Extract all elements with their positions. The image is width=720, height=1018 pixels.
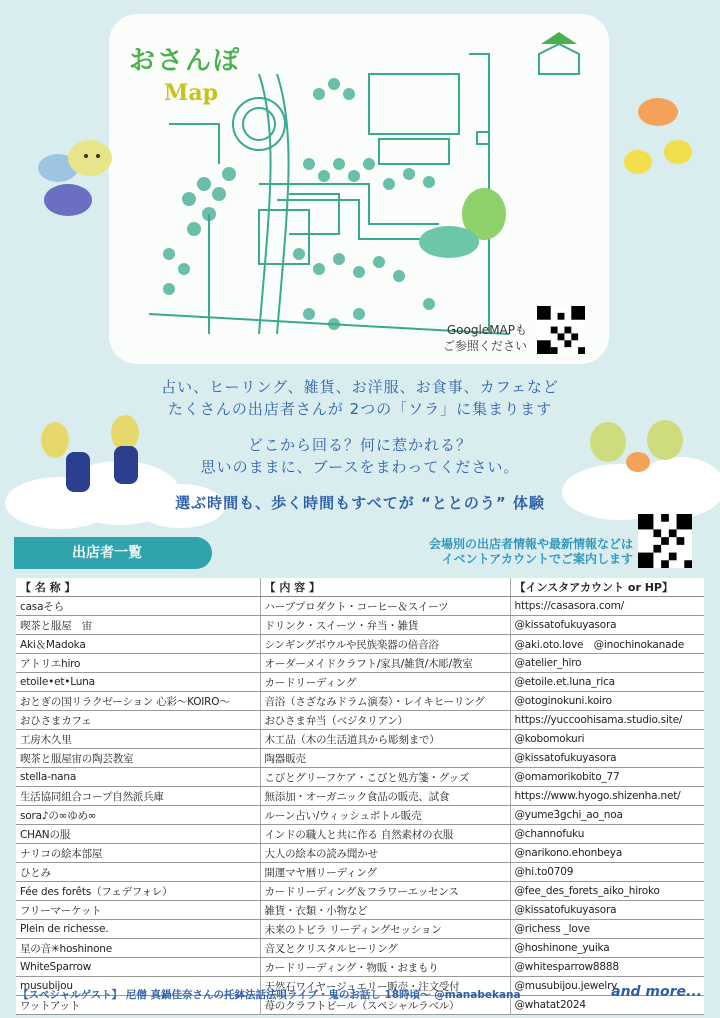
vendor-content-cell: 音叉とクリスタルヒーリング <box>260 939 510 958</box>
vendor-name-cell: CHANの服 <box>16 825 260 844</box>
vendor-name-cell: sora♪の∞ゆめ∞ <box>16 806 260 825</box>
vendor-account-cell[interactable]: @hi.to0709 <box>510 863 704 882</box>
vendor-account-cell[interactable]: https://yuccoohisama.studio.site/ <box>510 711 704 730</box>
table-row <box>16 673 704 692</box>
vendor-account-cell[interactable]: @hoshinone_yuika <box>510 939 704 958</box>
table-row <box>16 882 704 901</box>
event-account-qr-icon[interactable] <box>638 514 692 568</box>
vendor-content-cell: ハーブプロダクト・コーヒー＆スイーツ <box>260 597 510 616</box>
vendor-content-cell: 無添加・オーガニック食品の販売、試食 <box>260 787 510 806</box>
vendor-content-cell: 天然石ワイヤージュエリー販売・注文受付 <box>260 977 510 996</box>
vendor-content-cell: こびとグリーフケア・こびと処方箋・グッズ <box>260 768 510 787</box>
vendor-name-cell: ひとみ <box>16 863 260 882</box>
vendor-content-cell: カードリーディング＆フラワーエッセンス <box>260 882 510 901</box>
map-subtitle: Map <box>164 80 218 106</box>
vendor-account-cell[interactable]: @whitesparrow8888 <box>510 958 704 977</box>
vendor-account-cell[interactable]: @kissatofukuyasora <box>510 901 704 920</box>
vendor-name-cell: フリーマーケット <box>16 901 260 920</box>
vendor-name-cell: おひさまカフェ <box>16 711 260 730</box>
column-header-content: 【 内 容 】 <box>260 578 510 597</box>
google-map-qr-icon[interactable] <box>537 306 585 354</box>
vendor-content-cell: インドの職人と共に作る 自然素材の衣服 <box>260 825 510 844</box>
vendor-account-cell[interactable]: @otoginokuni.koiro <box>510 692 704 711</box>
vendor-account-cell[interactable]: @fee_des_forets_aiko_hiroko <box>510 882 704 901</box>
vendor-account-cell[interactable]: @omamorikobito_77 <box>510 768 704 787</box>
table-row <box>16 806 704 825</box>
column-header-name: 【 名 称 】 <box>16 578 260 597</box>
map-illustration <box>109 14 609 364</box>
vendor-name-cell: stella-nana <box>16 768 260 787</box>
column-header-account: 【インスタアカウント or HP】 <box>510 578 704 597</box>
character-right-illustration <box>598 92 713 212</box>
and-more-label: and more... <box>611 984 702 1000</box>
vendor-account-cell[interactable]: @aki.oto.love @inochinokanade <box>510 635 704 654</box>
vendor-content-cell: オーダーメイドクラフト/家具/雑貨/木彫/教室 <box>260 654 510 673</box>
table-row <box>16 939 704 958</box>
vendor-name-cell: casaそら <box>16 597 260 616</box>
vendor-content-cell: 開運マヤ暦リーディング <box>260 863 510 882</box>
table-row <box>16 635 704 654</box>
vendor-name-cell: ワットアット <box>16 996 260 1015</box>
vendor-account-cell[interactable]: https://casasora.com/ <box>510 597 704 616</box>
venue-info-note-line2: イベントアカウントでご案内します <box>441 552 633 566</box>
vendor-account-cell[interactable]: @kissatofukuyasora <box>510 616 704 635</box>
vendor-content-cell: 雑貨・衣類・小物など <box>260 901 510 920</box>
google-map-note <box>427 322 527 354</box>
vendor-name-cell: アトリエhiro <box>16 654 260 673</box>
vendor-content-cell: おひさま弁当（ベジタリアン） <box>260 711 510 730</box>
vendor-content-cell: 陶器販売 <box>260 749 510 768</box>
vendor-account-cell[interactable]: @yume3gchi_ao_noa <box>510 806 704 825</box>
vendor-name-cell: etoile•et•Luna <box>16 673 260 692</box>
vendor-content-cell: ルーン占い/ウィッシュボトル販売 <box>260 806 510 825</box>
table-row <box>16 920 704 939</box>
vendor-content-cell: 未来のトビラ リーディングセッション <box>260 920 510 939</box>
google-map-note-line2: ご参照ください <box>442 339 527 353</box>
table-row <box>16 692 704 711</box>
table-row <box>16 844 704 863</box>
vendor-name-cell: 生活協同組合コープ自然派兵庫 <box>16 787 260 806</box>
vendor-name-cell: WhiteSparrow <box>16 958 260 977</box>
table-row <box>16 749 704 768</box>
vendor-content-cell: 木工品（木の生活道具から彫刻まで） <box>260 730 510 749</box>
vendor-name-cell: 喫茶と服屋宙の陶芸教室 <box>16 749 260 768</box>
vendor-content-cell: ドリンク・スイーツ・弁当・雑貨 <box>260 616 510 635</box>
vendor-account-cell[interactable]: @narikono.ehonbeya <box>510 844 704 863</box>
vendor-content-cell: 大人の絵本の読み聞かせ <box>260 844 510 863</box>
vendor-content-cell: 苺のクラフトビール（スペシャルラベル） <box>260 996 510 1015</box>
vendor-content-cell: シンギングボウルや民族楽器の倍音浴 <box>260 635 510 654</box>
table-row <box>16 825 704 844</box>
intro-line-5: 選ぶ時間も、歩く時間もすべてが “ととのう” 体験 <box>175 494 545 512</box>
venue-info-note-line1: 会場別の出店者情報や最新情報などは <box>428 537 633 551</box>
google-map-note-line1: GoogleMAPも <box>446 323 527 337</box>
vendor-name-cell: 工房木久里 <box>16 730 260 749</box>
vendor-account-cell[interactable]: @kobomokuri <box>510 730 704 749</box>
vendor-rows <box>16 597 704 1015</box>
vendor-account-cell[interactable]: @etoile.et.luna_rica <box>510 673 704 692</box>
vendor-account-cell[interactable]: @kissatofukuyasora <box>510 749 704 768</box>
vendor-name-cell: 星の音✳hoshinone <box>16 939 260 958</box>
intro-line-1: 占い、ヒーリング、雑貨、お洋服、お食事、カフェなど <box>161 378 559 396</box>
table-row <box>16 711 704 730</box>
table-row <box>16 730 704 749</box>
special-guest-note: 【スペシャルゲスト】 尼僧 真鍋佳奈さんの托鉢法話法唄ライブ・鬼のお話し 18時頃〜 @manabekana <box>18 989 521 1001</box>
vendor-account-cell[interactable]: @channofuku <box>510 825 704 844</box>
table-row <box>16 958 704 977</box>
map-title: おさんぽ <box>129 46 242 76</box>
intro-line-3: どこから回る？何に惹かれる？ <box>247 436 472 454</box>
vendor-content-cell: カードリーディング <box>260 673 510 692</box>
vendor-account-cell[interactable]: @whatat2024 <box>510 996 704 1015</box>
vendor-name-cell: Fée des forêts（フェデフォレ） <box>16 882 260 901</box>
venue-info-note <box>405 537 633 567</box>
vendor-account-cell[interactable]: @atelier_hiro <box>510 654 704 673</box>
vendor-account-cell[interactable]: https://www.hyogo.shizenha.net/ <box>510 787 704 806</box>
vendor-list-header: 出店者一覧 <box>14 537 212 569</box>
intro-line-2: たくさんの出店者さんが 2つの「ソラ」に集まります <box>167 400 553 418</box>
table-row <box>16 768 704 787</box>
vendor-name-cell: musubijou <box>16 977 260 996</box>
vendor-account-cell[interactable]: @musubijou.jewelry <box>510 977 704 996</box>
table-row <box>16 901 704 920</box>
table-row <box>16 863 704 882</box>
vendor-name-cell: ナリコの絵本部屋 <box>16 844 260 863</box>
vendor-content-cell: 音浴（さざなみドラム演奏）・レイキヒーリング <box>260 692 510 711</box>
character-left-illustration <box>28 128 128 228</box>
vendor-name-cell: Plein de richesse. <box>16 920 260 939</box>
intro-line-4: 思いのままに、ブースをまわってください。 <box>200 458 520 476</box>
vendor-account-cell[interactable]: @richess _love <box>510 920 704 939</box>
table-row <box>16 616 704 635</box>
vendor-name-cell: 喫茶と服屋 宙 <box>16 616 260 635</box>
table-header-row <box>16 578 704 597</box>
vendor-name-cell: Aki＆Madoka <box>16 635 260 654</box>
vendor-content-cell: カードリーディング・物販・おまもり <box>260 958 510 977</box>
table-row <box>16 787 704 806</box>
vendor-table <box>16 578 704 1015</box>
table-row <box>16 597 704 616</box>
table-row <box>16 654 704 673</box>
vendor-name-cell: おとぎの国リラクゼーション 心彩〜KOIRO〜 <box>16 692 260 711</box>
